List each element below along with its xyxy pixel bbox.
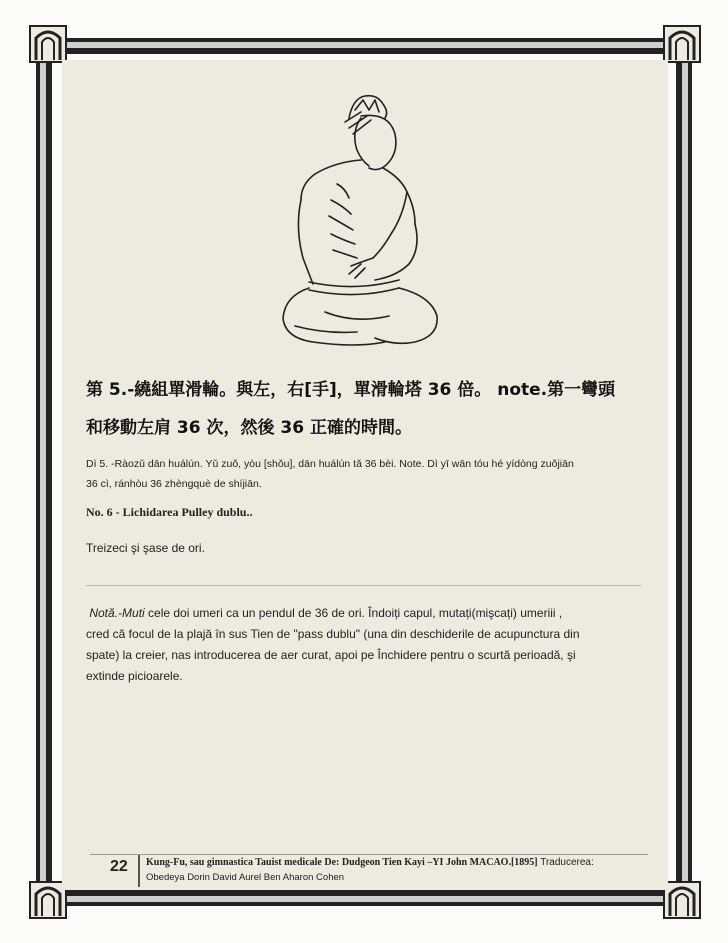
note-line-4: extinde picioarele.	[86, 669, 183, 683]
footer-citation-rest: Traducerea:	[537, 857, 594, 868]
note-line-1	[86, 606, 562, 620]
exercise-heading: No. 6 - Lichidarea Pulley dublu..	[86, 505, 253, 519]
page-number: 22	[110, 858, 128, 875]
footer-translator: Obedeya Dorin David Aurel Ben Aharon Cohen	[146, 872, 345, 883]
footer-citation-bold: Kung-Fu, sau gimnastica Tauist medicale De: Dudgeon Tien Kayi –YI John MACAO.[1895]	[146, 857, 538, 868]
repeat-count-text: Treizeci şi şase de ori.	[86, 541, 205, 555]
page-number-separator	[138, 855, 140, 887]
note-label: Notă.-Muti	[89, 606, 145, 620]
footer-citation	[146, 857, 594, 868]
chinese-title-line-1: 第 5.-繞組單滑輪。與左，右[手]，單滑輪塔 36 倍。 note.第一彎頭	[86, 380, 616, 400]
note-line-2: cred că focul de la plajă în sus Tien de "pass dublu" (una din deschiderile de acupunctura din	[86, 627, 580, 641]
corner-ornament-bottom-right	[662, 880, 702, 920]
seated-figure-illustration	[265, 88, 455, 358]
footer-rule	[90, 854, 648, 855]
pinyin-line-2: 36 cì, ránhòu 36 zhèngquè de shíjiān.	[86, 478, 262, 490]
corner-ornament-top-left	[28, 24, 68, 64]
note-line-1-text: cele doi umeri ca un pendul de 36 de ori. Îndoiți capul, mutați(mişcați) umeriii ,	[144, 606, 563, 620]
section-divider	[86, 585, 641, 586]
chinese-title-line-2: 和移動左肩 36 次，然後 36 正確的時間。	[86, 418, 412, 438]
note-line-3: spate) la creier, nas introducerea de aer curat, apoi pe Închidere pentru o scurtă perioadă, şi	[86, 648, 576, 662]
pinyin-line-1: Dì 5. -Ràozǔ dān huálún. Yǔ zuǒ, yòu [shǒu], dān huálún tǎ 36 bèi. Note. Dì yī wān tóu hé yídòng zuǒjiān	[86, 458, 574, 470]
corner-ornament-top-right	[662, 24, 702, 64]
